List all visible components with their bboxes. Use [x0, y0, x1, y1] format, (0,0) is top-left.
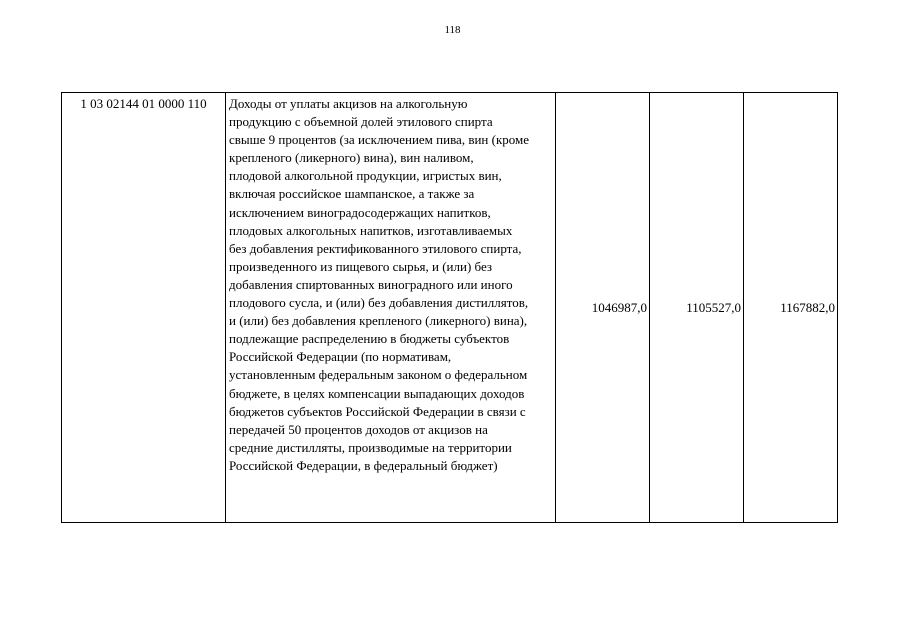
- description-line: Российской Федерации, в федеральный бюджет): [229, 457, 498, 473]
- description-line: Российской Федерации (по нормативам,: [229, 349, 452, 365]
- value-cell-year-3: 1167882,0: [744, 93, 838, 523]
- description-line: подлежащие распределению в бюджеты субъектов: [229, 331, 510, 347]
- description-line: произведенного из пищевого сырья, и (или) без: [229, 258, 493, 274]
- description-line: бюджете, в целях компенсации выпадающих доходов: [229, 385, 525, 401]
- budget-code-cell: 1 03 02144 01 0000 110: [62, 93, 226, 523]
- value-cell-year-1: 1046987,0: [556, 93, 650, 523]
- description-line: передачей 50 процентов доходов от акцизов на: [229, 421, 488, 437]
- description-line: и (или) без добавления крепленого (ликерного) вина),: [229, 313, 528, 329]
- description-line: средние дистилляты, производимые на территории: [229, 439, 512, 455]
- budget-table: [61, 92, 838, 523]
- description-line: Доходы от уплаты акцизов на алкогольную: [229, 96, 468, 111]
- description-line: добавления спиртованных виноградного или иного: [229, 276, 513, 292]
- description-line: плодовой алкогольной продукции, игристых вин,: [229, 168, 502, 184]
- description-line: установленным федеральным законом о федеральном: [229, 367, 528, 383]
- description-line: продукцию с объемной долей этилового спирта: [229, 114, 493, 130]
- description-line: плодовых алкогольных напитков, изготавливаемых: [229, 222, 513, 238]
- table-row: [62, 93, 838, 523]
- description-line: свыше 9 процентов (за исключением пива, вин (кроме: [229, 132, 530, 148]
- value-cell-year-2: 1105527,0: [650, 93, 744, 523]
- description-line: исключением виноградосодержащих напитков,: [229, 204, 491, 220]
- description-line: включая российское шампанское, а также за: [229, 186, 475, 202]
- description-line: бюджетов субъектов Российской Федерации в связи с: [229, 403, 526, 419]
- description-line: без добавления ректификованного этилового спирта,: [229, 240, 522, 256]
- page-number: 118: [444, 24, 461, 36]
- description-cell: [226, 93, 556, 523]
- description-line: плодового сусла, и (или) без добавления дистиллятов,: [229, 295, 529, 311]
- description-line: крепленого (ликерного) вина), вин наливом,: [229, 150, 474, 166]
